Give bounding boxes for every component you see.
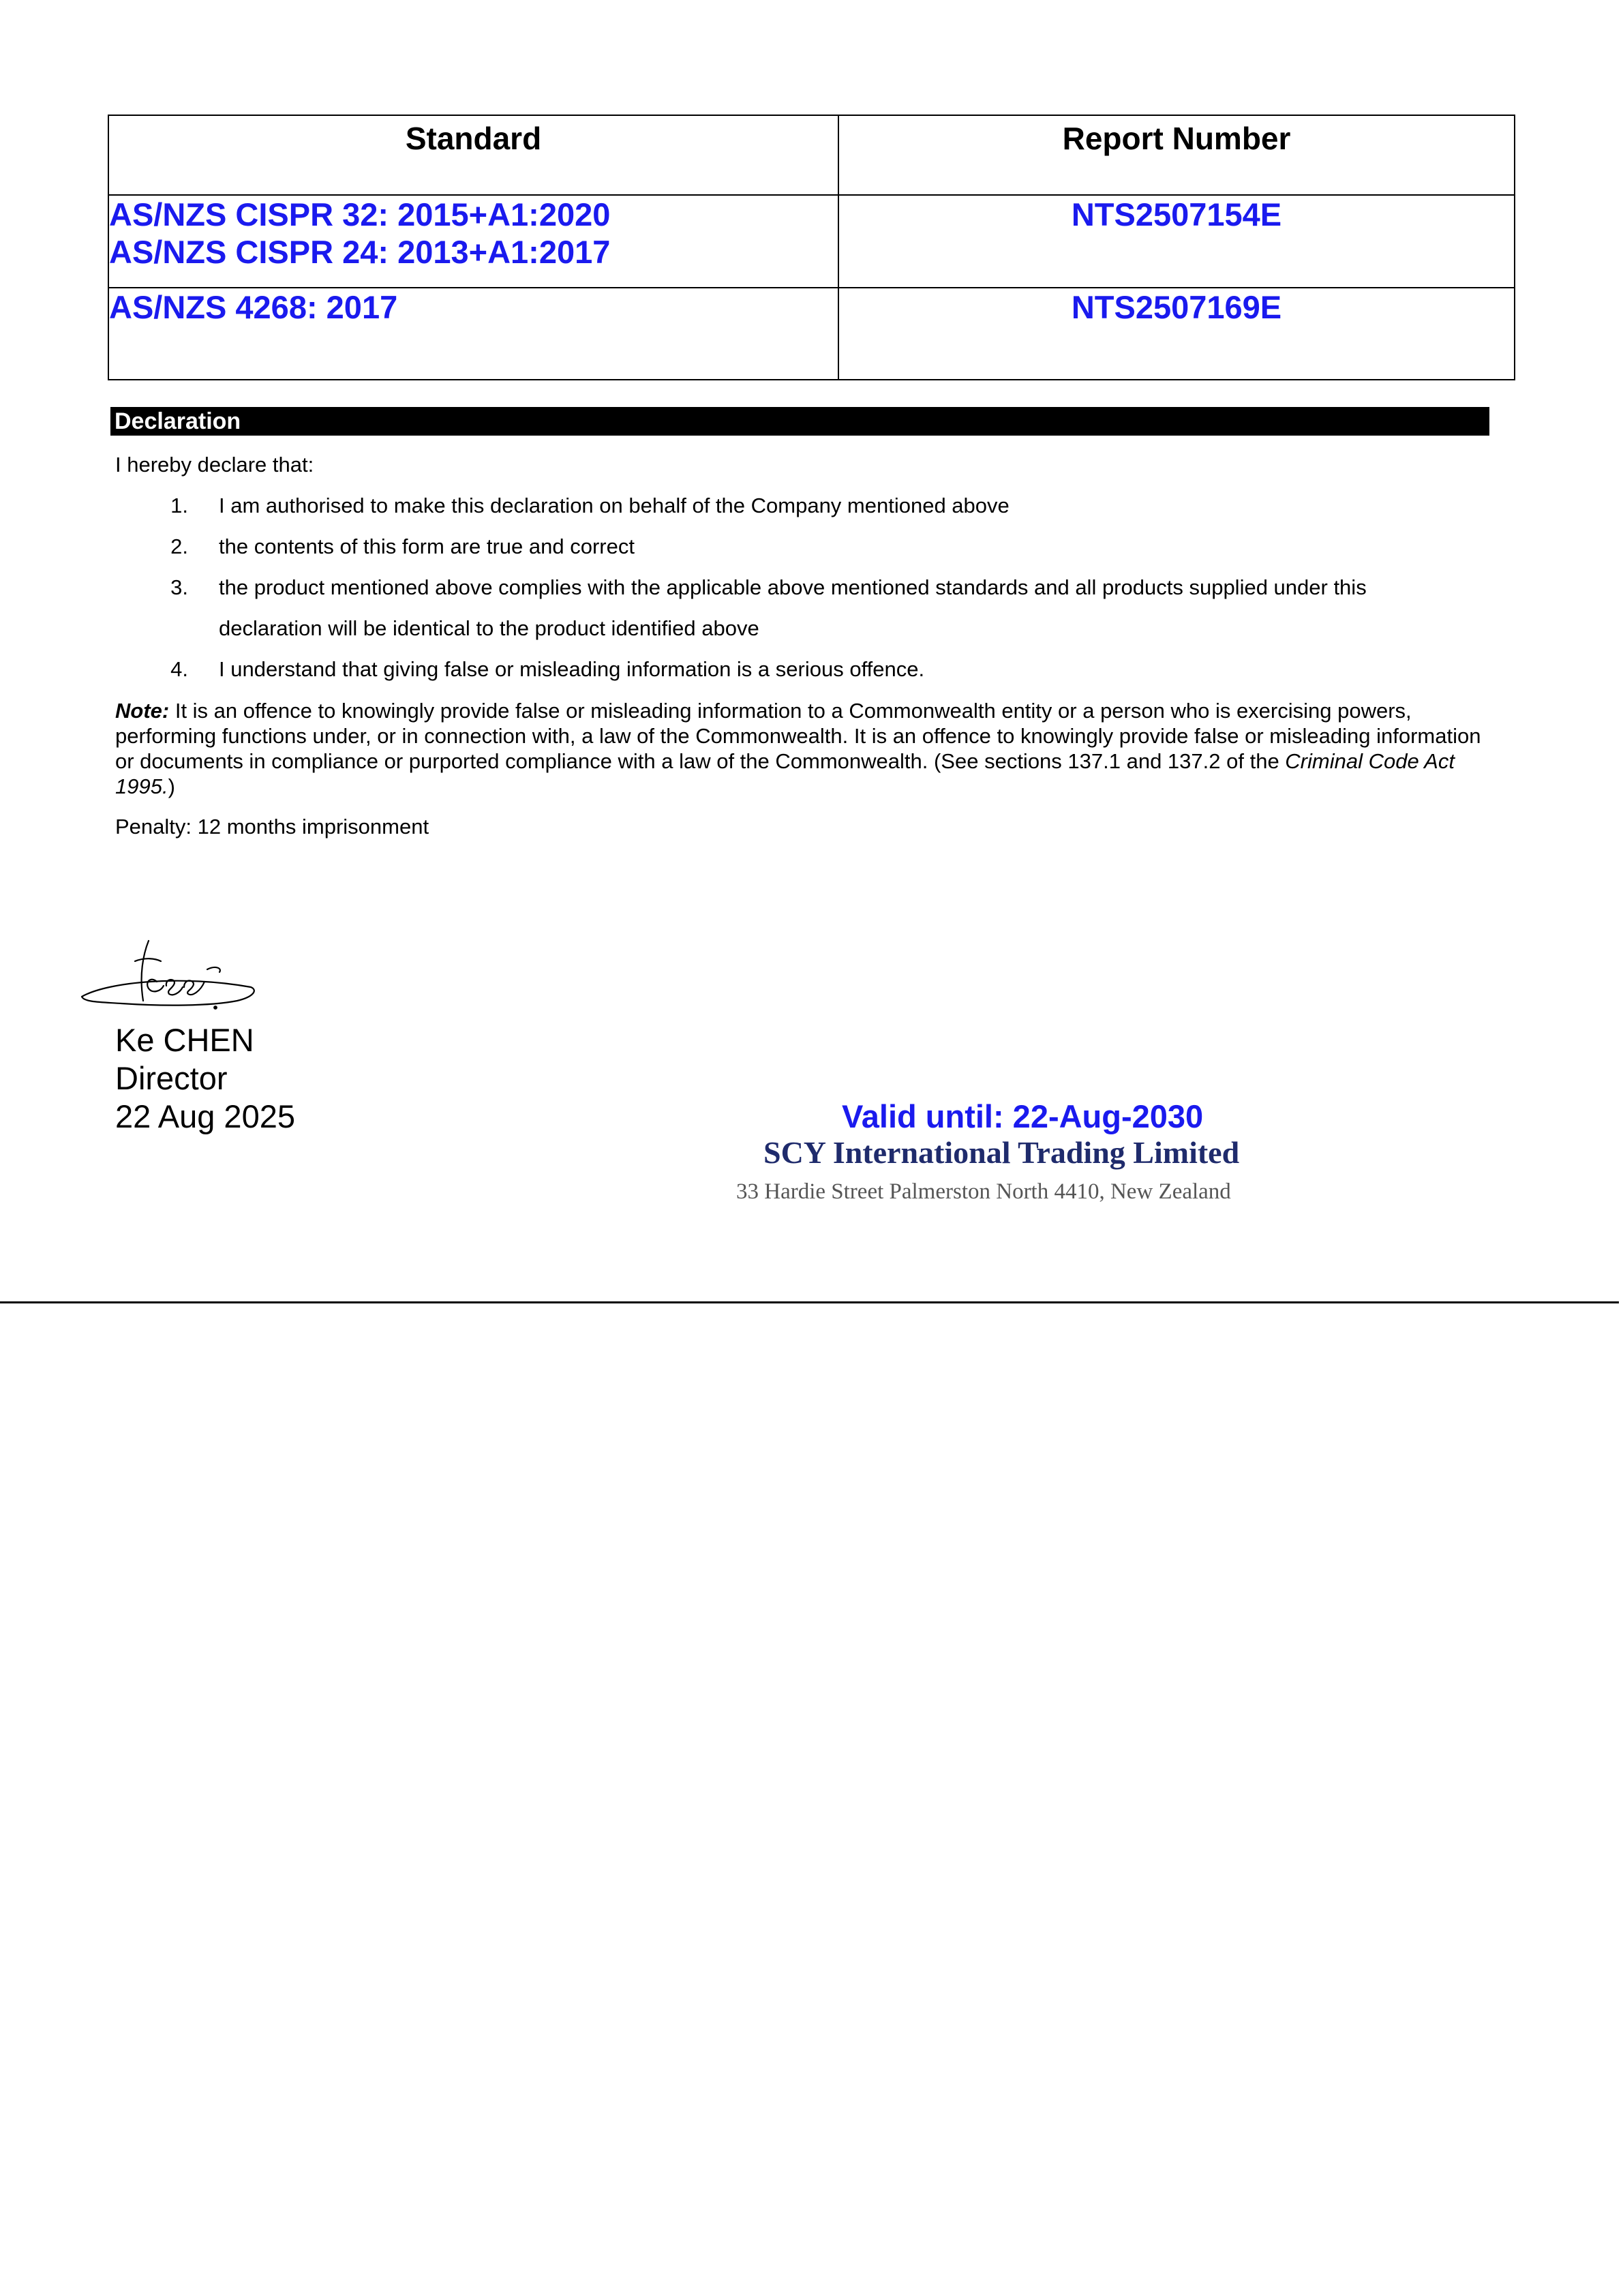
standard-line: AS/NZS CISPR 24: 2013+A1:2017 <box>109 234 611 270</box>
note-end: ) <box>168 774 175 798</box>
header-report-number: Report Number <box>838 115 1515 195</box>
standard-cell <box>108 288 838 380</box>
list-number: 1. <box>170 494 188 517</box>
legal-note <box>115 698 1485 799</box>
company-name: SCY International Trading Limited <box>763 1135 1240 1170</box>
page-divider <box>0 1301 1619 1303</box>
company-address: 33 Hardie Street Palmerston North 4410, New Zealand <box>736 1179 1231 1204</box>
list-item-continued: declaration will be identical to the product identified above <box>219 616 759 640</box>
table-row <box>108 195 1515 288</box>
signer-title: Director <box>115 1060 228 1096</box>
list-number: 4. <box>170 657 188 681</box>
list-item: the contents of this form are true and correct <box>219 534 635 558</box>
standards-table <box>108 115 1515 380</box>
list-number: 3. <box>170 575 188 599</box>
report-number-cell: NTS2507154E <box>838 195 1515 288</box>
validity-text: Valid until: 22-Aug-2030 <box>842 1098 1204 1134</box>
signer-date: 22 Aug 2025 <box>115 1098 295 1134</box>
list-number: 2. <box>170 534 188 558</box>
note-label: Note: <box>115 699 170 723</box>
signature-image <box>80 934 264 1016</box>
declaration-intro: I hereby declare that: <box>115 453 314 477</box>
standard-cell <box>108 195 838 288</box>
note-act: Criminal Code Act 1995. <box>115 749 1455 798</box>
header-standard: Standard <box>108 115 838 195</box>
note-text: It is an offence to knowingly provide false or misleading information to a Commonwealth entity or a person who is exercising powers, performing functions under, or in connection with, a law of the Commonwealth. It is an offence to knowingly provide false or misleading information or documents in compliance or purported compliance with a law of the Commonwealth. (See sections 137.1 and 137.2 of the <box>115 699 1481 773</box>
standard-line: AS/NZS 4268: 2017 <box>109 289 398 325</box>
list-item: the product mentioned above complies with the applicable above mentioned standards and all products supplied under this <box>219 575 1367 599</box>
penalty-text: Penalty: 12 months imprisonment <box>115 815 429 839</box>
report-number-cell: NTS2507169E <box>838 288 1515 380</box>
standard-line: AS/NZS CISPR 32: 2015+A1:2020 <box>109 196 611 232</box>
list-item: I understand that giving false or misleading information is a serious offence. <box>219 657 925 681</box>
list-item: I am authorised to make this declaration on behalf of the Company mentioned above <box>219 494 1010 517</box>
signer-name: Ke CHEN <box>115 1022 254 1058</box>
declaration-heading: Declaration <box>110 407 1489 436</box>
table-row <box>108 288 1515 380</box>
